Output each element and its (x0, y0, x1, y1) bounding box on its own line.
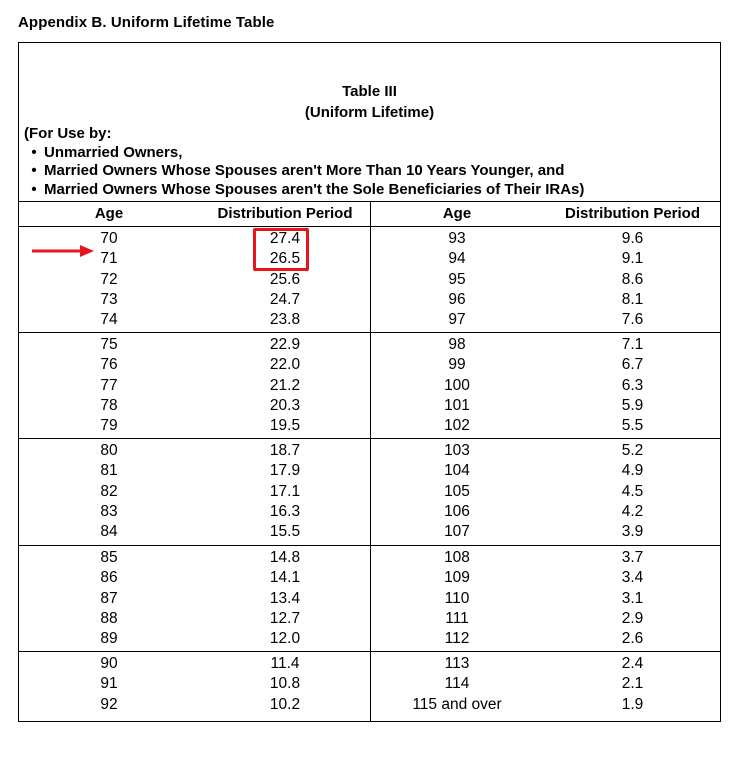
bullet-text: Married Owners Whose Spouses aren't the Sole Beneficiaries of Their IRAs) (44, 180, 585, 198)
bullet-text: Unmarried Owners, (44, 143, 183, 161)
distribution-period-right-cell: 2.9 (621, 609, 644, 627)
bullet-icon: • (31, 180, 37, 198)
bullet-item (24, 144, 584, 163)
age-left-cell: 74 (100, 311, 118, 329)
distribution-period-left-cell: 25.6 (269, 270, 301, 288)
distribution-period-left-cell: 12.0 (269, 630, 301, 648)
age-left-cell: 76 (100, 356, 118, 374)
distribution-period-left-cell: 14.1 (269, 569, 301, 587)
distribution-period-left-cell: 24.7 (269, 290, 301, 308)
age-right-cell: 105 (444, 482, 470, 500)
distribution-period-right-cell: 3.1 (621, 589, 644, 607)
header-age-left: Age (94, 205, 124, 222)
header-distribution-period-left: Distribution Period (217, 205, 353, 222)
age-left-cell: 83 (100, 502, 118, 520)
bullet-item (24, 181, 584, 200)
age-left-cell: 84 (100, 523, 118, 541)
age-right-cell: 100 (444, 376, 470, 394)
distribution-period-left-cell: 10.8 (269, 675, 301, 693)
age-right-cell: 109 (444, 569, 470, 587)
age-right-cell: 97 (448, 311, 466, 329)
highlight-box (253, 228, 309, 271)
distribution-period-right-cell: 8.1 (621, 290, 644, 308)
group-divider (19, 438, 720, 439)
group-divider (19, 545, 720, 546)
age-right-cell: 106 (444, 502, 470, 520)
age-right-cell: 111 (445, 609, 469, 627)
distribution-period-left-cell: 11.4 (270, 655, 300, 672)
age-left-cell: 87 (100, 589, 118, 607)
distribution-period-right-cell: 6.7 (621, 356, 644, 374)
age-right-cell: 110 (444, 589, 470, 607)
distribution-period-left-cell: 22.9 (269, 336, 301, 353)
age-left-cell: 79 (100, 417, 118, 435)
distribution-period-left-cell: 26.5 (269, 250, 301, 268)
bullet-text: Married Owners Whose Spouses aren't More Than 10 Years Younger, and (44, 162, 565, 179)
age-left-cell: 92 (100, 695, 118, 713)
age-left-cell: 81 (100, 462, 118, 480)
bullet-item (24, 162, 584, 181)
distribution-period-right-cell: 1.9 (621, 695, 644, 713)
table-title: Table III (342, 83, 397, 100)
distribution-period-right-cell: 4.5 (621, 482, 644, 500)
age-left-cell: 80 (100, 442, 118, 459)
distribution-period-left-cell: 13.4 (269, 589, 301, 607)
distribution-period-right-cell: 2.1 (621, 675, 644, 693)
age-right-cell: 104 (444, 462, 470, 480)
age-right-cell: 107 (444, 523, 470, 541)
age-right-cell: 94 (448, 250, 466, 268)
distribution-period-left-cell: 21.2 (269, 376, 301, 394)
distribution-period-right-cell: 5.5 (621, 417, 644, 435)
distribution-period-right-cell: 2.4 (621, 655, 644, 672)
distribution-period-left-cell: 18.7 (269, 442, 301, 459)
age-left-cell: 85 (100, 549, 118, 566)
age-right-cell: 115 and over (412, 695, 502, 713)
distribution-period-left-cell: 27.4 (269, 230, 301, 247)
for-use-note (24, 125, 584, 199)
age-right-cell: 95 (448, 270, 466, 288)
distribution-period-right-cell: 2.6 (621, 630, 644, 648)
age-left-cell: 71 (100, 250, 118, 268)
age-right-cell: 96 (448, 290, 466, 308)
distribution-period-left-cell: 16.3 (269, 502, 301, 520)
distribution-period-right-cell: 3.7 (621, 549, 644, 566)
distribution-period-left-cell: 19.5 (269, 417, 301, 435)
header-distribution-period-right: Distribution Period (565, 205, 700, 222)
distribution-period-right-cell: 3.9 (621, 523, 644, 541)
distribution-period-right-cell: 5.9 (621, 396, 644, 414)
distribution-period-right-cell: 5.2 (621, 442, 644, 459)
age-right-cell: 99 (448, 356, 466, 374)
age-left-cell: 73 (100, 290, 118, 308)
age-left-cell: 86 (100, 569, 118, 587)
distribution-period-left-cell: 22.0 (269, 356, 301, 374)
age-right-cell: 93 (448, 230, 466, 247)
distribution-period-left-cell: 23.8 (269, 311, 301, 329)
distribution-period-right-cell: 3.4 (621, 569, 644, 587)
distribution-period-left-cell: 17.1 (269, 482, 301, 500)
distribution-period-right-cell: 9.1 (621, 250, 644, 268)
bullet-icon: • (31, 143, 37, 161)
age-right-cell: 114 (444, 675, 470, 693)
appendix-title: Appendix B. Uniform Lifetime Table (18, 14, 275, 31)
age-left-cell: 90 (100, 655, 118, 672)
bullet-icon: • (31, 162, 37, 179)
age-right-cell: 112 (444, 630, 470, 648)
age-right-cell: 102 (444, 417, 470, 435)
distribution-period-left-cell: 17.9 (269, 462, 301, 480)
group-divider (19, 332, 720, 333)
age-left-cell: 75 (100, 336, 118, 353)
distribution-period-right-cell: 4.2 (621, 502, 644, 520)
age-right-cell: 103 (444, 442, 470, 459)
age-right-cell: 101 (444, 396, 470, 414)
age-left-cell: 77 (100, 376, 118, 394)
distribution-period-left-cell: 14.8 (269, 549, 301, 566)
distribution-period-right-cell: 9.6 (621, 230, 644, 247)
age-left-cell: 82 (100, 482, 118, 500)
distribution-period-left-cell: 12.7 (269, 609, 301, 627)
header-age-right: Age (442, 205, 472, 222)
table-subtitle: (Uniform Lifetime) (304, 104, 435, 121)
header-bottom-divider (19, 226, 720, 227)
distribution-period-right-cell: 4.9 (621, 462, 644, 480)
age-right-cell: 98 (448, 336, 466, 353)
for-use-label: (For Use by: (24, 125, 112, 142)
distribution-period-right-cell: 8.6 (621, 270, 644, 288)
red-arrow-icon (30, 244, 100, 258)
distribution-period-right-cell: 7.6 (621, 311, 644, 329)
age-left-cell: 70 (100, 230, 118, 247)
distribution-period-left-cell: 10.2 (269, 695, 301, 713)
uniform-lifetime-table (18, 42, 721, 722)
distribution-period-right-cell: 7.1 (621, 336, 644, 353)
age-left-cell: 91 (100, 675, 118, 693)
distribution-period-right-cell: 6.3 (621, 376, 644, 394)
age-right-cell: 113 (444, 655, 470, 672)
age-left-cell: 89 (100, 630, 118, 648)
distribution-period-left-cell: 20.3 (269, 396, 301, 414)
age-left-cell: 78 (100, 396, 118, 414)
age-left-cell: 88 (100, 609, 118, 627)
group-divider (19, 651, 720, 652)
age-left-cell: 72 (100, 270, 118, 288)
age-right-cell: 108 (444, 549, 470, 566)
distribution-period-left-cell: 15.5 (269, 523, 301, 541)
